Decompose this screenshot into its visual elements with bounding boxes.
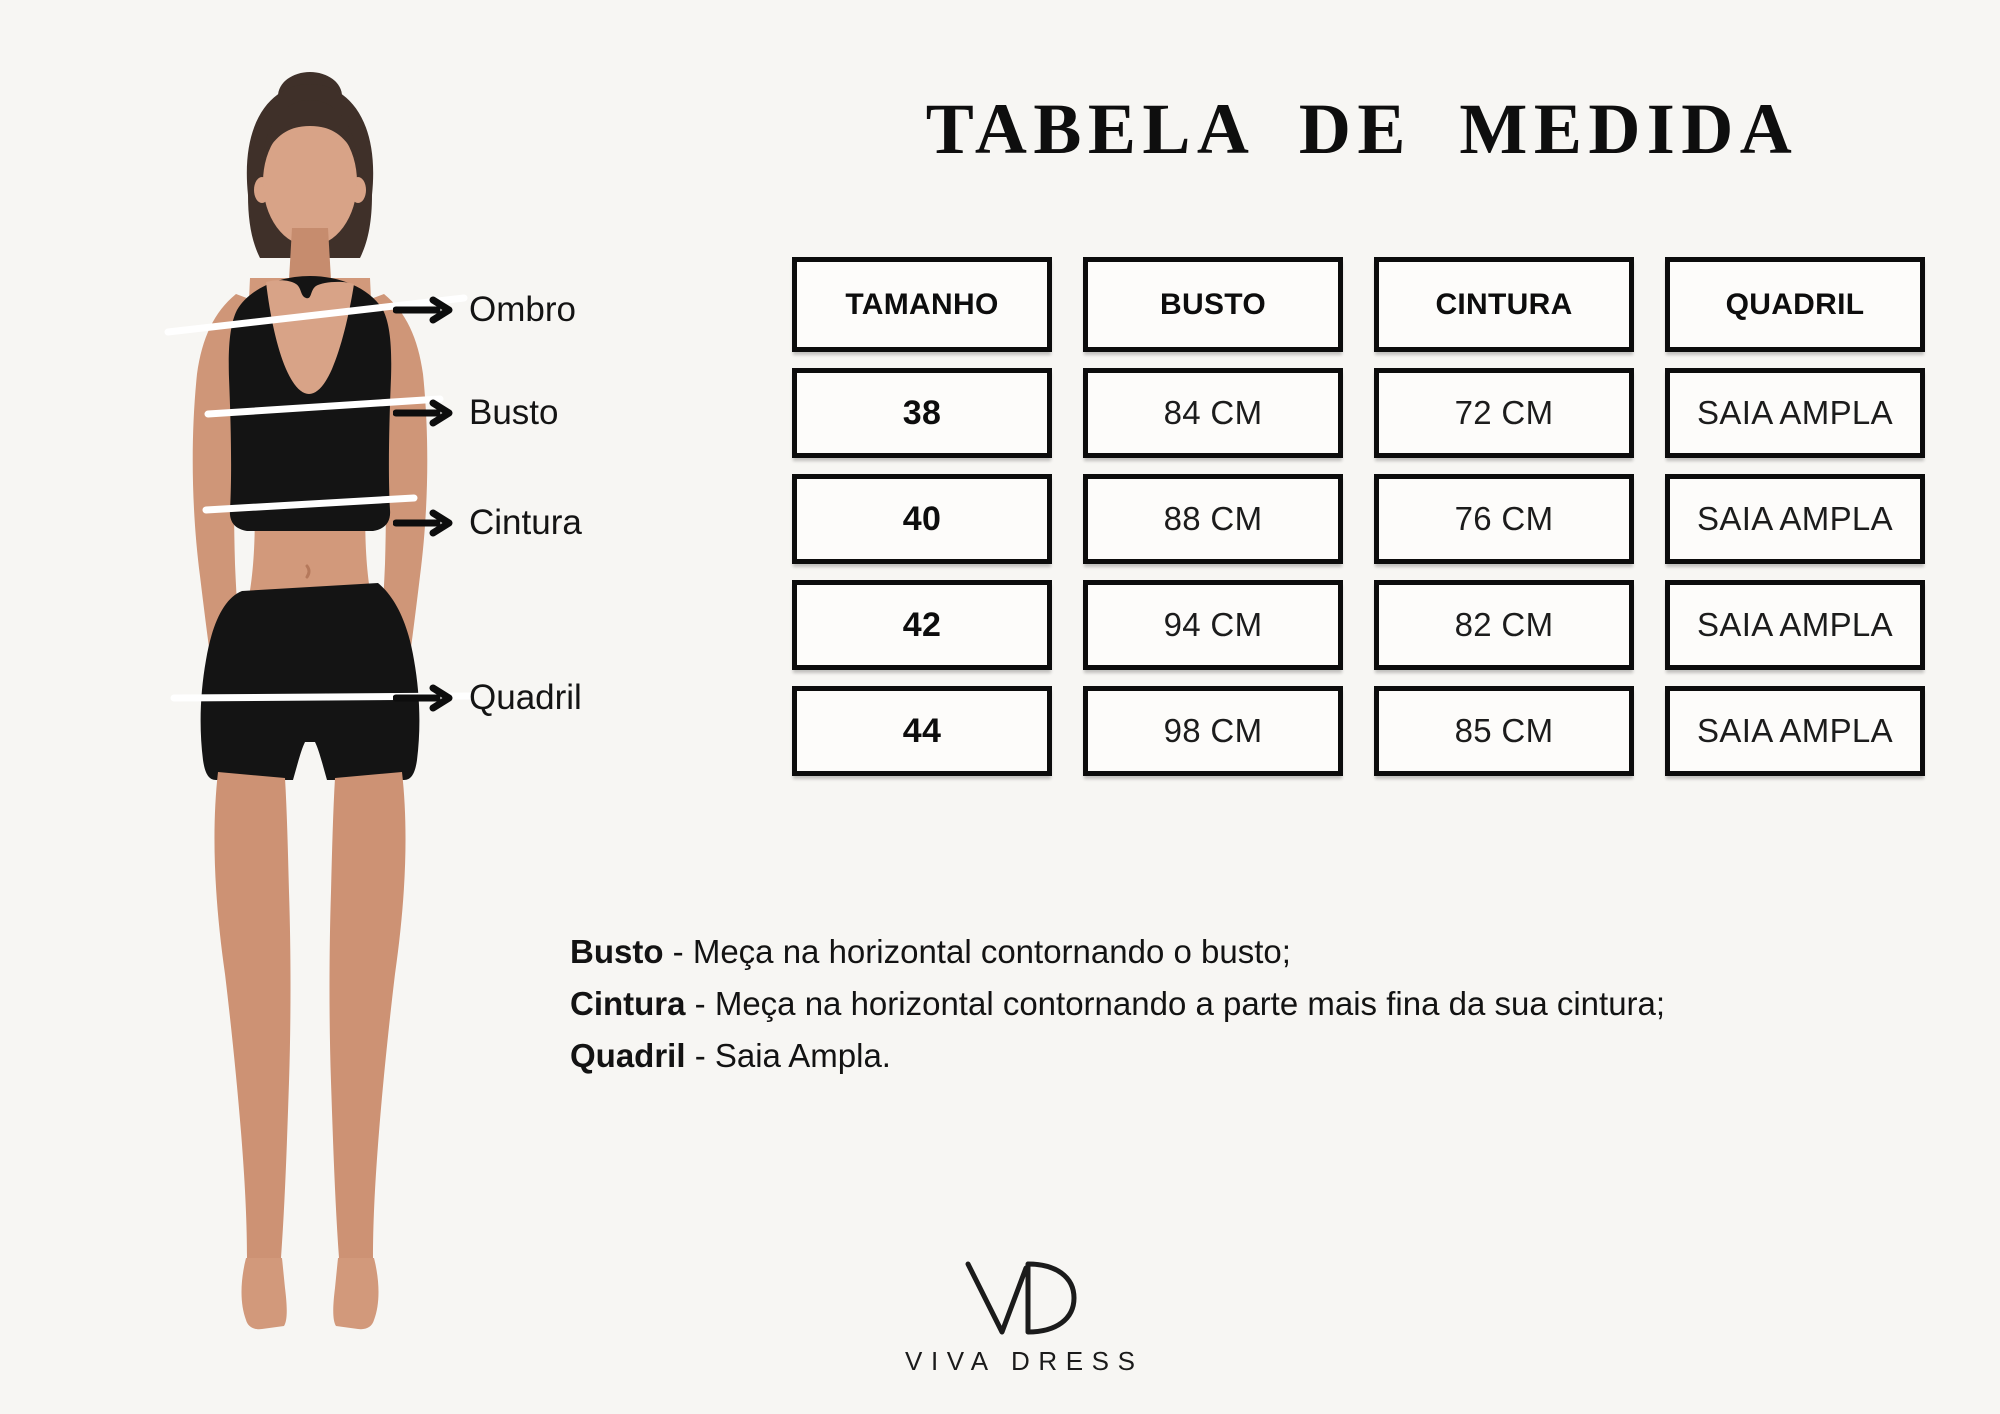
note-text: - Meça na horizontal contornando o busto; [663, 933, 1291, 970]
neck [289, 228, 331, 280]
measure-label-cintura [393, 503, 582, 543]
note-text: - Saia Ampla. [685, 1037, 891, 1074]
note-line [570, 926, 1980, 978]
brand-logo [895, 1258, 1145, 1377]
size-table-cell: 94 CM [1083, 580, 1343, 670]
vd-monogram-icon [958, 1258, 1082, 1338]
size-table-cell: 72 CM [1374, 368, 1634, 458]
size-table-cell: 88 CM [1083, 474, 1343, 564]
right-arrow-icon [393, 296, 455, 324]
shorts [201, 583, 420, 780]
note-line [570, 1030, 1980, 1082]
size-table-cell: 40 [792, 474, 1052, 564]
measure-label-text: Cintura [469, 503, 582, 542]
left-leg [214, 772, 290, 1258]
size-table-header-cell: QUADRIL [1665, 257, 1925, 352]
right-leg [330, 772, 406, 1258]
page-title: TABELA DE MEDIDA [925, 89, 1799, 169]
measure-label-text: Ombro [469, 290, 576, 329]
size-table-header-cell: TAMANHO [792, 257, 1052, 352]
note-term: Quadril [570, 1037, 686, 1074]
size-table-cell: 76 CM [1374, 474, 1634, 564]
size-table-cell: 98 CM [1083, 686, 1343, 776]
size-table-header-cell: BUSTO [1083, 257, 1343, 352]
measure-label-busto [393, 393, 559, 433]
size-table-cell: 38 [792, 368, 1052, 458]
note-term: Cintura [570, 985, 686, 1022]
right-arrow-icon [393, 509, 455, 537]
right-arrow-icon [393, 684, 455, 712]
measure-label-quadril [393, 678, 582, 718]
note-text: - Meça na horizontal contornando a parte mais fina da sua cintura; [685, 985, 1666, 1022]
measure-label-text: Busto [469, 393, 559, 432]
size-table-cell: 84 CM [1083, 368, 1343, 458]
note-line [570, 978, 1980, 1030]
size-table-cell: 82 CM [1374, 580, 1634, 670]
right-arrow-icon [393, 399, 455, 427]
note-term: Busto [570, 933, 664, 970]
size-table-cell: SAIA AMPLA [1665, 474, 1925, 564]
size-table-cell: 85 CM [1374, 686, 1634, 776]
size-table-cell: 42 [792, 580, 1052, 670]
size-table-cell: SAIA AMPLA [1665, 580, 1925, 670]
brand-name: VIVA DRESS [905, 1346, 1144, 1376]
left-foot [242, 1258, 287, 1329]
measure-label-ombro [393, 290, 576, 330]
size-table-cell: SAIA AMPLA [1665, 686, 1925, 776]
measure-label-text: Quadril [469, 678, 582, 717]
size-table [792, 257, 1925, 776]
right-foot [333, 1258, 378, 1329]
size-table-cell: SAIA AMPLA [1665, 368, 1925, 458]
size-table-header-cell: CINTURA [1374, 257, 1634, 352]
size-table-cell: 44 [792, 686, 1052, 776]
measurement-notes [570, 926, 1980, 1082]
